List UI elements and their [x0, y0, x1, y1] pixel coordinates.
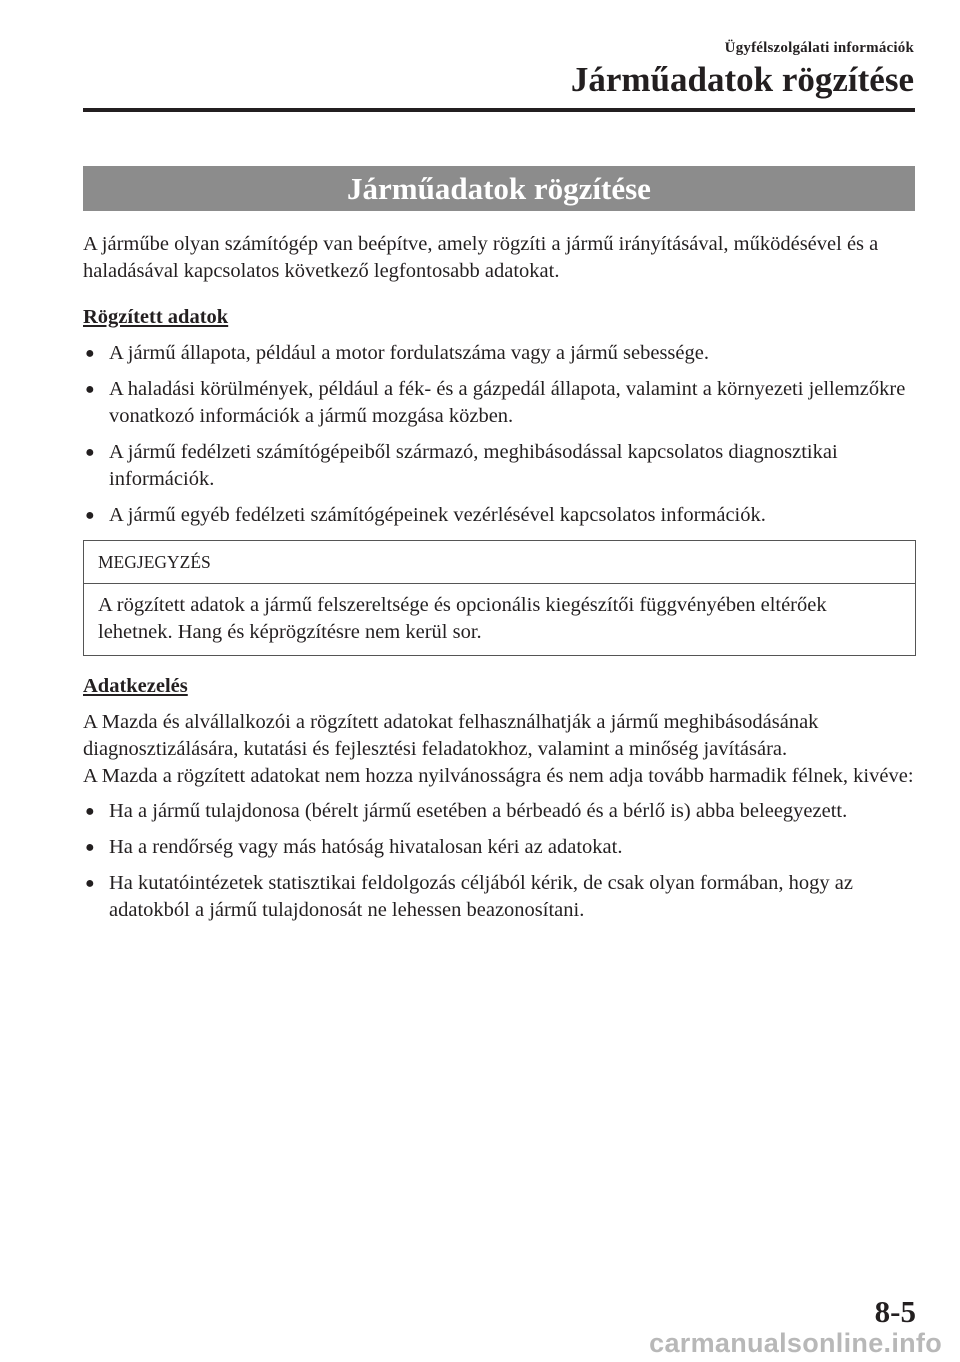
data-handling-paragraph: A Mazda és alvállalkozói a rögzített adatokat felhasználhatják a jármű meghibásodásának diagnosztizálására, kutatási és fejlesztési feladatokhoz, valamint a minőség javítására. [83, 711, 819, 760]
watermark-text: carmanualsonline.info [649, 1328, 942, 1358]
list-item [83, 834, 918, 861]
list-item-text: Ha a jármű tulajdonosa (bérelt jármű esetében a bérbeadó és a bérlő is) abba beleegyezett. [109, 800, 848, 822]
list-item-text: A haladási körülmények, például a fék- és a gázpedál állapota, valamint a környezeti jellemzőkre vonatkozó információk a jármű mozgása közben. [109, 378, 906, 427]
recorded-data-heading: Rögzített adatok [83, 306, 229, 328]
recorded-data-list [83, 340, 918, 529]
bullet-icon: ● [85, 875, 95, 892]
intro-paragraph: A járműbe olyan számítógép van beépítve, amely rögzíti a jármű irányításával, működésével és a haladásával kapcsolatos következő legfontosabb adatokat. [83, 233, 879, 282]
page-number: 8-5 [874, 1294, 916, 1329]
data-handling-heading: Adatkezelés [83, 675, 188, 697]
list-item-text: A jármű fedélzeti számítógépeiből származó, meghibásodással kapcsolatos diagnosztikai információk. [109, 441, 838, 490]
running-header-section: Ügyfélszolgálati információk [724, 40, 914, 56]
list-item [83, 439, 918, 493]
section-title-banner: Járműadatok rögzítése [83, 166, 915, 211]
list-item-text: Ha a rendőrség vagy más hatóság hivatalosan kéri az adatokat. [109, 836, 623, 858]
page-content [83, 231, 918, 933]
list-item-text: Ha kutatóintézetek statisztikai feldolgozás céljából kérik, de csak olyan formában, hogy az adatokból a jármű tulajdonosát ne lehessen beazonosítani. [109, 872, 853, 921]
note-box [83, 540, 916, 656]
note-title: MEGJEGYZÉS [84, 541, 915, 584]
data-handling-paragraph: A Mazda a rögzített adatokat nem hozza nyilvánosságra és nem adja tovább harmadik félnek, kivéve: [83, 765, 914, 787]
list-item [83, 502, 918, 529]
note-body [84, 584, 915, 655]
header-divider [83, 108, 915, 112]
running-header-title: Járműadatok rögzítése [570, 60, 914, 99]
note-text: A rögzített adatok a jármű felszereltsége és opcionális kiegészítői függvényében eltérőek lehetnek. Hang és képrögzítésre nem kerül sor. [98, 594, 827, 643]
bullet-icon: ● [85, 444, 95, 461]
data-handling-list [83, 798, 918, 924]
list-item [83, 340, 918, 367]
list-item [83, 376, 918, 430]
list-item-text: A jármű állapota, például a motor fordulatszáma vagy a jármű sebessége. [109, 342, 709, 364]
bullet-icon: ● [85, 381, 95, 398]
list-item [83, 798, 918, 825]
bullet-icon: ● [85, 803, 95, 820]
bullet-icon: ● [85, 839, 95, 856]
bullet-icon: ● [85, 345, 95, 362]
list-item [83, 870, 918, 924]
list-item-text: A jármű egyéb fedélzeti számítógépeinek vezérlésével kapcsolatos információk. [109, 504, 766, 526]
bullet-icon: ● [85, 507, 95, 524]
